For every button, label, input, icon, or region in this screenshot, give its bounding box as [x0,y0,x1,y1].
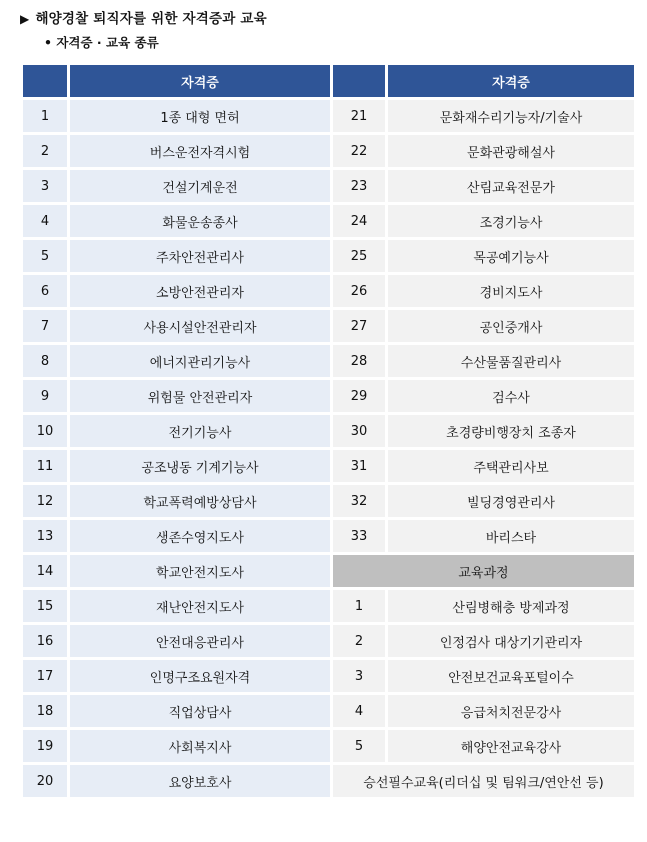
row-number: 27 [333,310,385,342]
certificate-name: 주택관리사보 [388,450,634,482]
subtitle-text: 자격증 · 교육 종류 [56,35,159,50]
certificate-name: 소방안전관리자 [70,275,330,307]
row-number: 5 [23,240,67,272]
certificate-name: 문화재수리기능자/기술사 [388,100,634,132]
table-row [23,590,634,622]
row-number: 28 [333,345,385,377]
triangle-right-icon: ▶ [20,12,30,26]
certificate-name: 학교폭력예방상담사 [70,485,330,517]
row-number: 15 [23,590,67,622]
certificate-name: 직업상담사 [70,695,330,727]
row-number: 29 [333,380,385,412]
table-row [23,380,634,412]
row-number: 24 [333,205,385,237]
row-number: 22 [333,135,385,167]
table-row [23,205,634,237]
education-section-header: 교육과정 [333,555,634,587]
header-right: 자격증 [388,65,634,97]
certificate-name: 경비지도사 [388,275,634,307]
header-left: 자격증 [70,65,330,97]
table-row [23,520,634,552]
table-row [23,695,634,727]
certificate-name: 검수사 [388,380,634,412]
row-number: 2 [333,625,385,657]
subtitle [44,33,159,51]
row-number: 9 [23,380,67,412]
table-row [23,485,634,517]
table-row [23,450,634,482]
row-number: 19 [23,730,67,762]
certificate-name: 재난안전지도사 [70,590,330,622]
page-title [20,7,267,27]
certificate-name: 생존수영지도사 [70,520,330,552]
table-body [23,100,634,797]
row-number: 14 [23,555,67,587]
table-row [23,765,634,797]
certificate-name: 바리스타 [388,520,634,552]
row-number: 21 [333,100,385,132]
certificate-name: 화물운송종사 [70,205,330,237]
certificate-name: 수산물품질관리사 [388,345,634,377]
row-number: 3 [333,660,385,692]
certificate-name: 공인중개사 [388,310,634,342]
row-number: 23 [333,170,385,202]
certificate-name: 문화관광해설사 [388,135,634,167]
education-name: 승선필수교육(리더십 및 팀워크/연안선 등) [333,765,634,797]
row-number: 6 [23,275,67,307]
certificate-name: 학교안전지도사 [70,555,330,587]
row-number: 26 [333,275,385,307]
row-number: 31 [333,450,385,482]
row-number: 32 [333,485,385,517]
table-row [23,100,634,132]
row-number: 2 [23,135,67,167]
certificate-name: 사회복지사 [70,730,330,762]
certificate-name: 인명구조요원자격 [70,660,330,692]
certificate-name: 사용시설안전관리자 [70,310,330,342]
certificate-name: 건설기계운전 [70,170,330,202]
certificate-name: 산림교육전문가 [388,170,634,202]
row-number: 1 [333,590,385,622]
row-number: 5 [333,730,385,762]
table-row [23,275,634,307]
table-row [23,310,634,342]
row-number: 11 [23,450,67,482]
row-number: 7 [23,310,67,342]
row-number: 4 [333,695,385,727]
certificate-name: 조경기능사 [388,205,634,237]
header-blank-right [333,65,385,97]
table-row [23,170,634,202]
row-number: 17 [23,660,67,692]
education-name: 응급처치전문강사 [388,695,634,727]
row-number: 4 [23,205,67,237]
education-name: 산림병해충 방제과정 [388,590,634,622]
education-name: 안전보건교육포털이수 [388,660,634,692]
row-number: 10 [23,415,67,447]
table-row [23,135,634,167]
certificate-name: 에너지관리기능사 [70,345,330,377]
certificate-name: 초경량비행장치 조종자 [388,415,634,447]
table-row [23,625,634,657]
row-number: 1 [23,100,67,132]
row-number: 16 [23,625,67,657]
certificate-name: 전기기능사 [70,415,330,447]
table-row [23,345,634,377]
table-row [23,730,634,762]
table-header-row [23,65,634,97]
certificate-name: 요양보호사 [70,765,330,797]
title-text: 해양경찰 퇴직자를 위한 자격증과 교육 [35,11,267,27]
table-row [23,555,634,587]
row-number: 33 [333,520,385,552]
education-name: 해양안전교육강사 [388,730,634,762]
education-name: 인정검사 대상기기관리자 [388,625,634,657]
certificate-name: 빌딩경영관리사 [388,485,634,517]
row-number: 25 [333,240,385,272]
row-number: 20 [23,765,67,797]
certificate-name: 목공예기능사 [388,240,634,272]
table-row [23,240,634,272]
table-row [23,415,634,447]
certificate-name: 위험물 안전관리자 [70,380,330,412]
table-row [23,660,634,692]
row-number: 30 [333,415,385,447]
certificate-name: 공조냉동 기계기능사 [70,450,330,482]
row-number: 13 [23,520,67,552]
bullet-icon: • [44,35,52,50]
header-blank-left [23,65,67,97]
certificate-name: 1종 대형 면허 [70,100,330,132]
certificate-name: 주차안전관리사 [70,240,330,272]
row-number: 3 [23,170,67,202]
row-number: 8 [23,345,67,377]
row-number: 12 [23,485,67,517]
row-number: 18 [23,695,67,727]
certificate-name: 버스운전자격시험 [70,135,330,167]
certificate-table [20,62,637,800]
certificate-name: 안전대응관리사 [70,625,330,657]
